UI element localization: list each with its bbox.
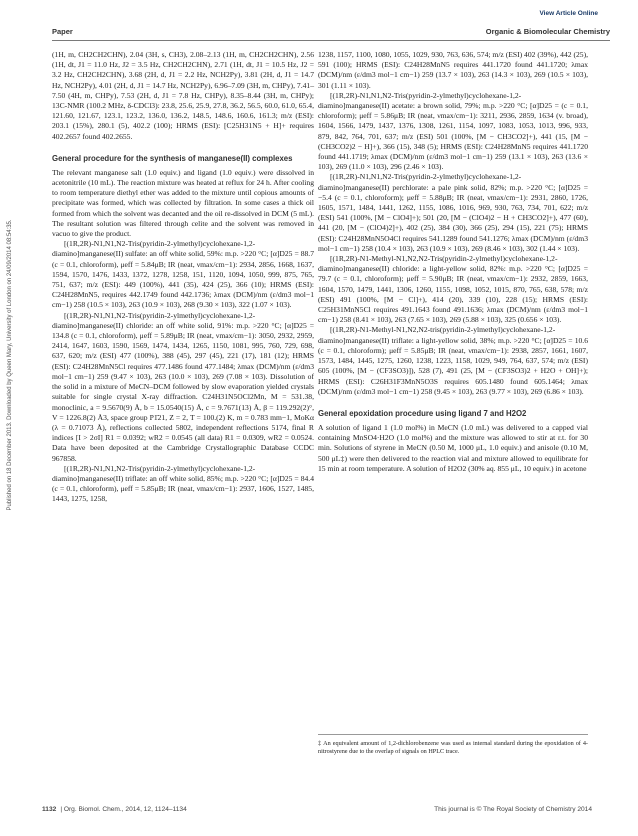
view-article-online-link[interactable]: View Article Online xyxy=(539,10,598,17)
side-publication-note xyxy=(4,170,16,560)
copyright-notice: This journal is © The Royal Society of Chemistry 2014 xyxy=(434,806,592,813)
body-paragraph: A solution of ligand 1 (1.0 mol%) in MeCN (1.0 mL) was delivered to a capped vial containing MnSO4·H2O (1.0 mol%) and the mixture was allowed to stir at r.t. for 30 min. Solutions of styrene in MeCN (0.50 M, 1000 μL, 1.0 equiv.) and anisole (0.10 M, 500 μL‡) were then delivered to the reaction vial and mixture allowed to equilibrate for 15 min at room temperature. A solution of H2O2 (30% aq. 855 μL, 10 equiv.) in acetone xyxy=(318,422,588,473)
body-paragraph: [(1R,2R)-N1,N1,N2-Tris(pyridin-2-ylmethyl)cyclohexane-1,2-diamino]manganese(II) triflate: an off white solid, 85%; m.p. >220 °C; [α]D25 = 84.4 (c = 0.1, chloroform), μeff = 5.85μB; IR (neat, νmax/cm−1): 2937, 1606, 1527, 1485, 1443, 1275, 1258, xyxy=(52,463,314,504)
section-heading: General epoxidation procedure using ligand 7 and H2O2 xyxy=(318,408,527,418)
header-section-label: Paper xyxy=(52,27,73,36)
body-paragraph: [(1R,2R)-N1,N1,N2-Tris(pyridin-2-ylmethyl)cyclohexane-1,2-diamino]manganese(II) sulfate: an off white solid, 59%: m.p. >220 °C; [α]D25 = 88.7 (c = 0.1, chloroform), μeff = 5.84μB; IR (neat, νmax/cm−1): 2934, 2856, 1668, 1637, 1594, 1570, 1476, 1433, 1372, 1278, 1258, 151, 1120, 1094, 1050, 999, 875, 765, 751, 637; m/z (ESI): 449 (100%), 441 (35), 424 (25), 366 (10); HRMS (ESI): C24H28MnN5, requires 442.1749 found 442.1736; λmax (DCM)/nm (ε/dm3 mol−1 cm−1) 258 (10.5 × 103), 263 (10.9 × 103), 268 (9.30 × 103), 322 (1.07 × 103). xyxy=(52,239,314,310)
body-paragraph: [(1R,2R)-N1-Methyl-N1,N2,N2-tris(pyridin-2-ylmethyl)cyclohexane-1,2-diamino]manganese(II) triflate: a light-yellow solid, 38%; m.p. >220 °C; [α]D25 = 10.6 (c = 0.1, chloroform); μeff = 5.85μB; IR (neat, νmax/cm−1): 2938, 2857, 1661, 1607, 1573, 1484, 1445, 1275, 1260, 1238, 1223, 1158, 1029, 949, 764, 637, 574; m/z (ESI) 605 (100%, [M − (CF3SO3)]), 528 (7), 491 (25, [M − (CF3SO3)2 + H2O + OH]+); HRMS (ESI): C26H31F3MnN5O3S requires 605.1480 found 605.1464; λmax (DCM)/nm (ε/dm3 mol−1 cm−1) 258 (9.45 × 103), 263 (9.77 × 103), 269 (6.86 × 103). xyxy=(318,325,588,396)
left-column xyxy=(52,50,314,505)
section-heading: General procedure for the synthesis of manganese(II) complexes xyxy=(52,153,293,163)
page-number: 1132 xyxy=(42,806,57,813)
body-paragraph: [(1R,2R)-N1-Methyl-N1,N2,N2-Tris(pyridin-2-ylmethyl)cyclohexane-1,2-diamino]manganese(II) chloride: a light-yellow solid, 82%: m.p. >220 °C; [α]D25 = 79.7 (c = 0.1, chloroform); μeff = 5.90μB; IR (neat, νmax/cm−1): 2932, 2859, 1663, 1604, 1570, 1479, 1441, 1306, 1260, 1155, 1098, 1052, 1015, 870, 765, 638, 578; m/z (ESI) 491 (100%, [M − Cl]+), 414 (20), 339 (10), 228 (15); HRMS (ESI): C25H31MnN5Cl requires 491.1643 found 491.1636; λmax (DCM)/nm (ε/dm3 mol−1 cm−1) 258 (8.41 × 103), 263 (7.65 × 103), 269 (5.88 × 103), 325 (0.656 × 103). xyxy=(318,254,588,325)
body-paragraph: (1H, m, CH2CH2CHN), 2.04 (3H, s, CH3), 2.08–2.13 (1H, m, CH2CH2CHN), 2.56 (1H, dt, J1 = 11.0 Hz, J2 = 3.5 Hz, CH2CH2CHN), 2.71 (1H, dt, J1 = 10.5 Hz, J2 = 3.2 Hz, CH2CH2CHN), 3.68 (2H, d, J1 = 2.2 Hz, NCH2Py), 3.81 (2H, d, J1 = 14.7 Hz, NCH2Py), 4.01 (2H, d, J1 = 14.7 Hz, NCH2Py), 6.96–7.09 (3H, m, CHPy), 7.41–7.50 (4H, m, CHPy), 7.53 (2H, d, J1 = 7.8 Hz, CHPy), 8.35–8.44 (3H, m, CHPy); 13C-NMR (100.2 MHz, δ-CDCl3): 23.8, 25.6, 25.9, 27.8, 36.2, 56.5, 60.0, 61.0, 65.4, 121.60, 121.67, 123.1, 123.2, 136.0, 136.2, 148.5, 148.6, 160.6, 161.3; m/z (ESI): 203.1 (15%), 280.1 (5), 402.2 (100); HRMS (ESI): [C25H31N5 + H]+ requires 402.2657 found 402.2655. xyxy=(52,50,314,141)
body-paragraph: 1238, 1157, 1100, 1080, 1055, 1029, 930, 763, 636, 574; m/z (ESI) 402 (39%), 442 (25), 591 (100); HRMS (ESI): C24H28MnN5 requires 441.1720 found 441.1720; λmax (DCM)/nm (ε/dm3 mol−1 cm−1) 259 (13.7 × 103), 263 (14.3 × 103), 269 (10.5 × 103), 301 (1.11 × 103). xyxy=(318,50,588,90)
footer-citation-block xyxy=(42,806,187,813)
body-paragraph: [(1R,2R)-N1,N1,N2-Tris(pyridin-2-ylmethyl)cyclohexane-1,2-diamino]manganese(II) chloride: an off white solid, 91%: m.p. >220 °C; [α]D25 = 134.8 (c = 0.1, chloroform), μeff = 5.89μB; IR (neat, νmax/cm−1): 3050, 2932, 2959, 2414, 1647, 1603, 1590, 1569, 1474, 1434, 1265, 1150, 1081, 995, 760, 729, 698, 637, 620; m/z (ESI) 477 (100%), 388 (45), 297 (45), 221 (17), 181 (12); HRMS (ESI): C24H28MnN5Cl requires 477.1486 found 477.1484; λmax (DCM)/nm (ε/dm3 mol−1 cm−1) 259 (9.47 × 103), 263 (10.0 × 103), 269 (7.08 × 103). Dissolution of the solid in a mixture of MeCN–DCM followed by slow evaporation yielded crystals suitable for single crystal X-ray diffraction. C24H31N5OCl2Mn, M = 531.38, monoclinic, a = 9.5670(9) Å, b = 15.0540(15) Å, c = 9.7671(13) Å, β = 119.292(2)°, V = 1226.8(2) Å3, space group P1̄21, Z = 2, T = 100.(2) K, m = 0.783 mm−1, MoKα (λ = 0.71073 Å), reflections collected 5802, independent reflections 5174, final R indices [I > 2σI] R1 = 0.0392; wR2 = 0.0545 (all data) R1 = 0.0309, wR2 = 0.0524. Data have been deposited at the Cambridge Crystallographic Database CCDC 967858. xyxy=(52,310,314,463)
body-paragraph: [(1R,2R)-N1,N1,N2-Tris(pyridin-2-ylmethyl)cyclohexane-1,2-diamino]manganese(II) perchlorate: a pale pink solid, 82%; m.p. >220 °C; [α]D25 = −5.4 (c = 0.1, chloroform); μeff = 5.88μB; IR (neat, νmax/cm−1): 2931, 2860, 1726, 1605, 1571, 1484, 1441, 1262, 1155, 1086, 1016, 969, 930, 763, 734, 701, 622; m/z (ESI) 541 (100%, [M − ClO4]+); 501 (20, [M − (ClO4)2 − H + CH3CO2]+), 477 (60), 441 (20, [M − (ClO4)2]+), 402 (25), 384 (30), 366 (25), 294 (15), 221 (75); HRMS (ESI): C24H28MnN5O4Cl requires 541.1289 found 541.1276; λmax (DCM)/nm (ε/dm3 mol−1 cm−1) 258 (10.4 × 103), 263 (10.9 × 103), 269 (8.46 × 103), 302 (1.44 × 103). xyxy=(318,172,588,253)
right-column xyxy=(318,50,588,474)
body-paragraph: [(1R,2R)-N1,N1,N2-Tris(pyridin-2-ylmethyl)cyclohexane-1,2-diamino]manganese(II) acetate: a brown solid, 79%; m.p. >220 °C; [α]D25 = (c = 0.1, chloroform); μeff = 5.86μB; IR (neat, νmax/cm−1): 3211, 2936, 2859, 1634 (v. broad), 1604, 1566, 1479, 1437, 1376, 1308, 1261, 1154, 1097, 1083, 1053, 1013, 996, 933, 879, 842, 764, 701, 637; m/z (ESI) 501 (100%, [M − CH3CO2]+), 441 (15, [M − (CH3CO2)2 − H]+), 366 (15), 348 (5); HRMS (ESI): C24H28MnN5 requires 441.1720 found 441.1719; λmax (DCM)/nm (ε/dm3 mol−1 cm−1) 259 (13.1 × 103), 263 (13.6 × 103), 269 (11.0 × 103), 296 (2.46 × 103). xyxy=(318,90,588,172)
page-header xyxy=(52,27,610,37)
footnote-rule xyxy=(318,734,588,735)
header-rule xyxy=(52,40,610,41)
footnote: ‡ An equivalent amount of 1,2-dichlorobenzene was used as internal standard during the epoxidation of 4-nitrostyrene due to the overlap of signals on HPLC trace. xyxy=(318,740,588,756)
journal-citation: | Org. Biomol. Chem., 2014, 12, 1124–1134 xyxy=(60,806,187,813)
body-paragraph: The relevant manganese salt (1.0 equiv.) and ligand (1.0 equiv.) were dissolved in acetonitrile (10 mL). The reaction mixture was heated at reflux for 24 h. After cooling to room temperature diethyl ether was added to the mixture until copious amounts of precipitate was formed, which was collected by filtration. In some cases a thick oil formed from which the solvent was decanted and the oil re-dissolved in DCM (5 mL). The resultant solution was filtered through celite and the solvent was removed in vacuo to give the product. xyxy=(52,167,314,239)
header-journal-name: Organic & Biomolecular Chemistry xyxy=(485,27,610,36)
side-publication-text: Published on 18 December 2013. Downloaded by Queen Mary, University of London on 24/09/2014 08:54:35. xyxy=(7,219,13,511)
